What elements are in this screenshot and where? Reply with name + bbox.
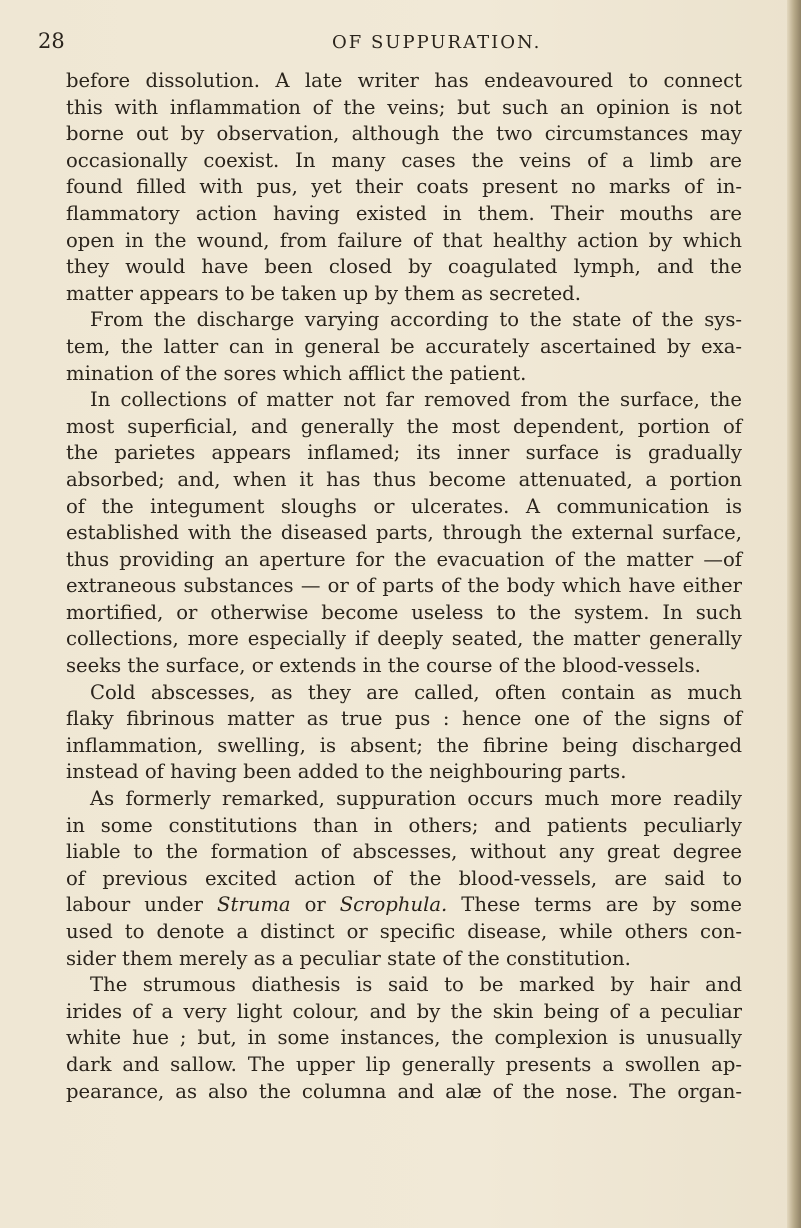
text-line: pearance, as also the columna and alæ of the nose. The organ- xyxy=(66,1079,742,1103)
text-line: of the integument sloughs or ulcerates. A communication is xyxy=(66,494,742,518)
text-line: found filled with pus, yet their coats present no marks of in- xyxy=(66,175,742,199)
text-line: flaky fibrinous matter as true pus : hence one of the signs of xyxy=(66,707,742,731)
text-line: In collections of matter not far removed from the surface, the xyxy=(90,388,742,412)
page-edge-shadow xyxy=(787,0,801,1228)
text-line: instead of having been added to the neighbouring parts. xyxy=(66,760,627,784)
italic-term: Scrophula. xyxy=(339,893,448,917)
text-line: occasionally coexist. In many cases the veins of a limb are xyxy=(66,148,742,172)
text-line: most superficial, and generally the most dependent, portion of xyxy=(66,414,742,438)
text-line: thus providing an aperture for the evacuation of the matter —of xyxy=(66,547,742,571)
text-line: mortified, or otherwise become useless to the system. In such xyxy=(66,600,742,624)
text-line: As formerly remarked, suppuration occurs much more readily xyxy=(90,787,742,811)
text-line: the parietes appears inflamed; its inner surface is gradually xyxy=(66,441,742,465)
text-line: established with the diseased parts, through the external surface, xyxy=(66,521,742,545)
text-line: irides of a very light colour, and by the skin being of a peculiar xyxy=(66,999,742,1023)
text-line: dark and sallow. The upper lip generally presents a swollen ap- xyxy=(66,1052,742,1076)
text-line: of previous excited action of the blood-vessels, are said to xyxy=(66,866,742,890)
text-line: mination of the sores which afflict the patient. xyxy=(66,361,527,385)
text-line: borne out by observation, although the two circumstances may xyxy=(66,122,742,146)
text-line: sider them merely as a peculiar state of the constitution. xyxy=(66,946,631,970)
text-line: Cold abscesses, as they are called, often contain as much xyxy=(90,680,742,704)
text-line: absorbed; and, when it has thus become attenuated, a portion xyxy=(66,467,742,491)
text-line: collections, more especially if deeply seated, the matter generally xyxy=(66,627,742,651)
running-title: OF SUPPURATION. xyxy=(332,32,542,53)
page-number: 28 xyxy=(38,29,65,53)
text-line: flammatory action having existed in them. Their mouths are xyxy=(66,201,742,225)
text-line: liable to the formation of abscesses, without any great degree xyxy=(66,840,742,864)
text-line: they would have been closed by coagulated lymph, and the xyxy=(66,255,742,279)
text-line: before dissolution. A late writer has endeavoured to connect xyxy=(66,69,742,92)
body-text xyxy=(66,68,742,1105)
page-header xyxy=(0,28,801,56)
text-line: extraneous substances — or of parts of the body which have either xyxy=(66,574,742,598)
text-line: seeks the surface, or extends in the course of the blood-vessels. xyxy=(66,654,701,678)
text-line: open in the wound, from failure of that healthy action by which xyxy=(66,228,742,252)
italic-term: Struma xyxy=(217,893,291,917)
text-line: this with inflammation of the veins; but such an opinion is not xyxy=(66,95,742,119)
text-line: white hue ; but, in some instances, the complexion is unusually xyxy=(66,1026,742,1050)
text-line: used to denote a distinct or specific disease, while others con- xyxy=(66,920,742,943)
text-line: inflammation, swelling, is absent; the fibrine being discharged xyxy=(66,733,742,757)
text-line: labour under Struma or Scrophula. These terms are by some xyxy=(66,893,742,917)
text-line: From the discharge varying according to the state of the sys- xyxy=(90,308,742,332)
text-line: in some constitutions than in others; and patients peculiarly xyxy=(66,813,742,837)
text-line: The strumous diathesis is said to be marked by hair and xyxy=(90,973,742,997)
text-line: tem, the latter can in general be accurately ascertained by exa- xyxy=(66,334,742,358)
text-line: matter appears to be taken up by them as secreted. xyxy=(66,281,581,305)
